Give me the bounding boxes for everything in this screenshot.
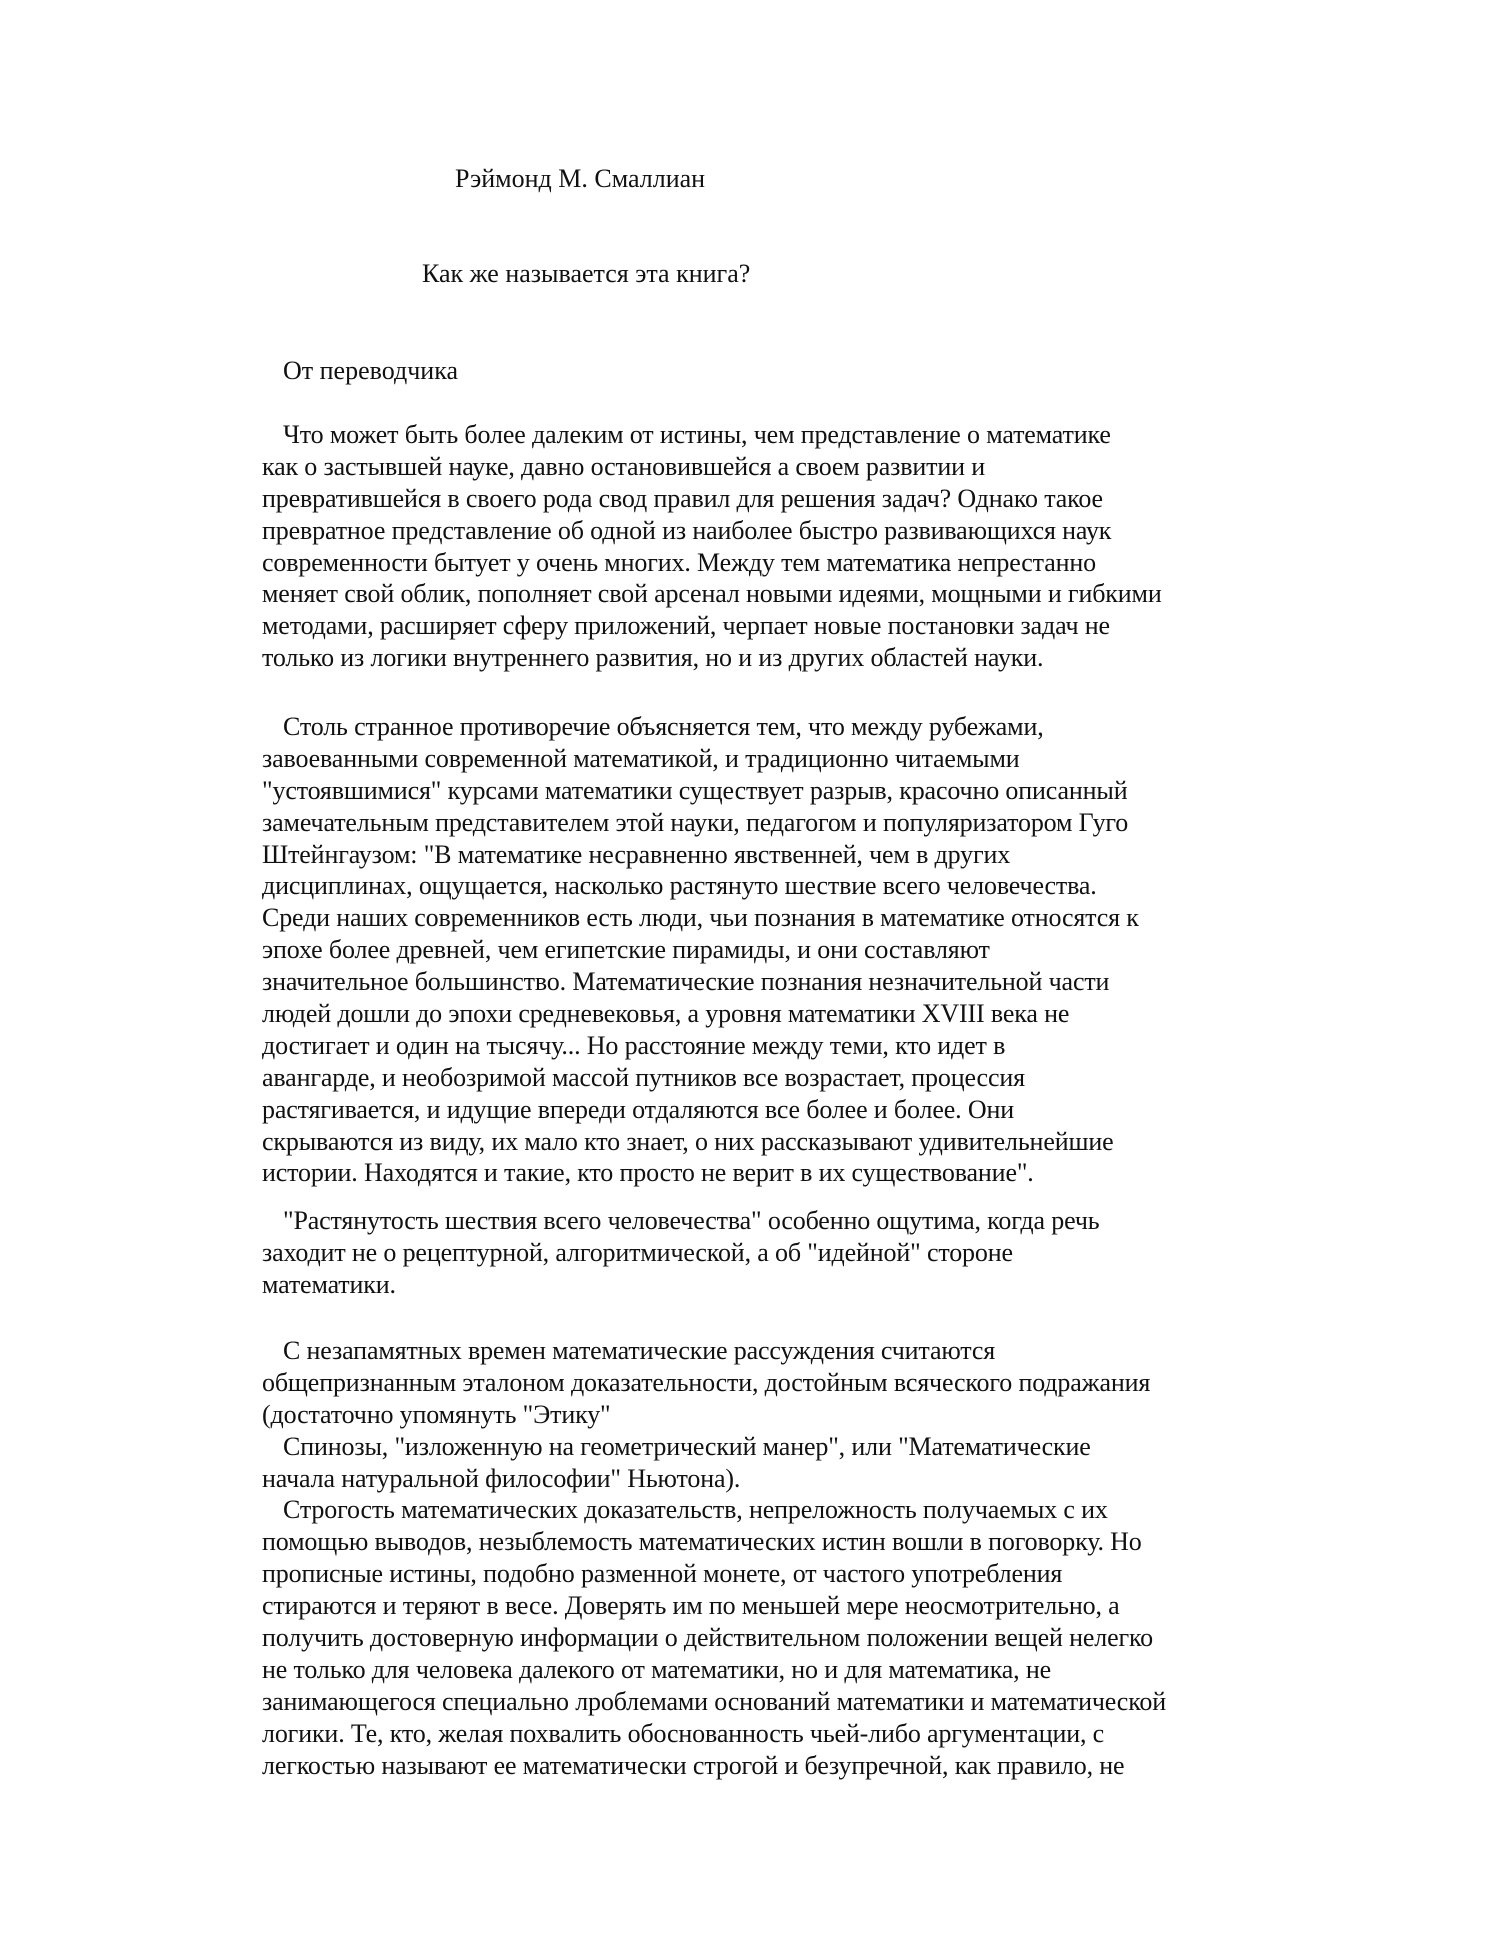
text-line: логики. Те, кто, желая похвалить обоснованность чьей-либо аргументации, с — [262, 1718, 1105, 1748]
text-line: методами, расширяет сферу приложений, черпает новые постановки задач не — [262, 611, 1110, 641]
text-line: прописные истины, подобно разменной монете, от частого употребления — [262, 1559, 1063, 1589]
text-line: дисциплинах, ощущается, насколько растянуто шествие всего человечества. — [262, 871, 1097, 901]
text-line: только из логики внутреннего развития, но и из других областей науки. — [262, 643, 1044, 673]
text-line: значительное большинство. Математические познания незначительной части — [262, 967, 1110, 997]
text-line: завоеванными современной математикой, и традиционно читаемыми — [262, 743, 1020, 773]
text-line: меняет свой облик, пополняет свой арсенал новыми идеями, мощными и гибкими — [262, 579, 1162, 609]
text-line: эпохе более древней, чем египетские пирамиды, и они составляют — [262, 935, 990, 965]
text-line: начала натуральной философии" Ньютона). — [262, 1463, 741, 1493]
text-line: помощью выводов, незыблемость математических истин вошли в поговорку. Но — [262, 1527, 1142, 1557]
text-line: легкостью называют ее математически строгой и безупречной, как правило, не — [262, 1750, 1125, 1780]
text-line: занимающегося специально лроблемами оснований математики и математической — [262, 1686, 1166, 1716]
text-line: С незапамятных времен математические рассуждения считаются — [283, 1336, 996, 1365]
author-name: Рэймонд М. Смаллиан — [455, 164, 706, 193]
text-line: замечательным представителем этой науки, педагогом и популяризатором Гуго — [262, 807, 1129, 837]
text-line: достигает и один на тысячу... Но расстояние между теми, кто идет в — [262, 1030, 1006, 1060]
paragraph-4 — [262, 1335, 1166, 1781]
paragraph-1 — [262, 419, 1162, 674]
text-line: Что может быть более далеким от истины, чем представление о математике — [283, 420, 1111, 449]
text-line: Среди наших современников есть люди, чьи познания в математике относятся к — [262, 903, 1139, 933]
text-line: Столь странное противоречие объясняется тем, что между рубежами, — [283, 712, 1044, 741]
text-line: "устоявшимися" курсами математики существует разрыв, красочно описанный — [262, 775, 1128, 805]
text-line: превратное представление об одной из наиболее быстро развивающихся наук — [262, 515, 1112, 545]
text-line: общепризнанным эталоном доказательности, достойным всяческого подражания — [262, 1367, 1151, 1397]
text-line: растягивается, и идущие впереди отдаляются все более и более. Они — [262, 1094, 1014, 1124]
text-line: Штейнгаузом: "В математике несравненно явственней, чем в других — [262, 839, 1011, 869]
text-line: авангарде, и необозримой массой путников все возрастает, процессия — [262, 1062, 1025, 1092]
book-title: Как же называется эта книга? — [422, 259, 751, 288]
text-line: стираются и теряют в весе. Доверять им по меньшей мере неосмотрительно, а — [262, 1591, 1120, 1621]
text-line: "Растянутость шествия всего человечества" особенно ощутима, когда речь — [283, 1206, 1100, 1235]
paragraph-2 — [262, 711, 1139, 1189]
text-line: Строгость математических доказательств, непреложность получаемых с их — [283, 1495, 1108, 1525]
text-line: (достаточно упомянуть "Этику" — [262, 1399, 611, 1429]
text-line: не только для человека далекого от математики, но и для математика, не — [262, 1654, 1052, 1684]
text-line: как о застывшей науке, давно остановившейся а своем развитии и — [262, 451, 986, 481]
text-line: заходит не о рецептурной, алгоритмической, а об "идейной" стороне — [262, 1237, 1013, 1267]
text-line: математики. — [262, 1269, 396, 1299]
text-line: Спинозы, "изложенную на геометрический манер", или "Математические — [283, 1431, 1091, 1461]
paragraph-3 — [262, 1205, 1099, 1301]
text-line: получить достоверную информации о действительном положении вещей нелегко — [262, 1623, 1153, 1653]
text-line: современности бытует у очень многих. Между тем математика непрестанно — [262, 547, 1096, 577]
text-line: скрываются из виду, их мало кто знает, о них рассказывают удивительнейшие — [262, 1126, 1114, 1156]
text-line: истории. Находятся и такие, кто просто не верит в их существование". — [262, 1158, 1034, 1188]
text-line: превратившейся в своего рода свод правил для решения задач? Однако такое — [262, 483, 1103, 513]
text-line: людей дошли до эпохи средневековья, а уровня математики XVIII века не — [262, 999, 1070, 1029]
section-heading: От переводчика — [283, 356, 458, 385]
